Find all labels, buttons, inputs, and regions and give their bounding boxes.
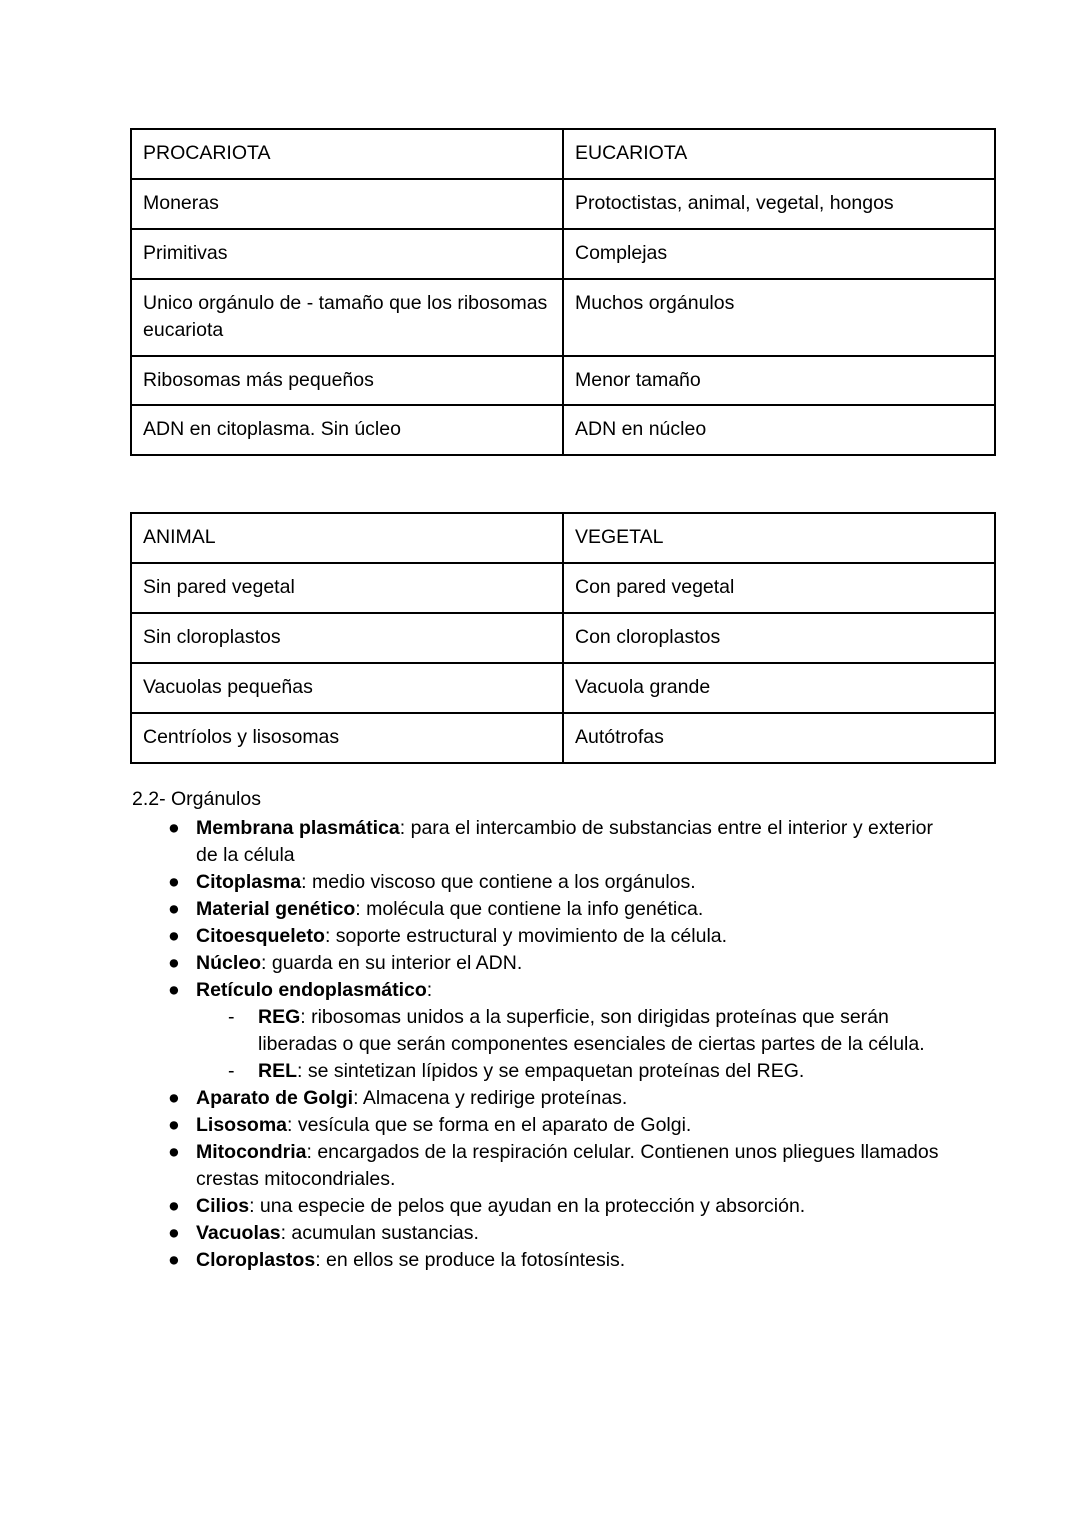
list-item-description: : molécula que contiene la info genética. — [355, 897, 704, 920]
bullet-icon: ● — [168, 978, 180, 1001]
list-item-description: : en ellos se produce la fotosíntesis. — [315, 1248, 626, 1271]
table-row — [131, 663, 995, 713]
list-item-text — [196, 815, 958, 869]
table-header-cell: ANIMAL — [131, 513, 563, 563]
table-cell: Protoctistas, animal, vegetal, hongos — [563, 179, 995, 229]
comparison-table-prokaryote-eukaryote — [130, 128, 996, 456]
list-item-term: Material genético — [196, 897, 356, 920]
table-cell: Complejas — [563, 229, 995, 279]
list-item-term: Cilios — [196, 1194, 250, 1217]
table-row — [131, 229, 995, 279]
sub-list-item — [196, 1058, 958, 1085]
table-cell: Ribosomas más pequeños — [131, 356, 563, 406]
bullet-icon: ● — [168, 897, 180, 920]
bullet-icon: ● — [168, 1221, 180, 1244]
table-row — [131, 713, 995, 763]
list-item — [130, 896, 958, 923]
bullet-icon: ● — [168, 1086, 180, 1109]
table-cell: Muchos orgánulos — [563, 279, 995, 356]
table-cell: Sin cloroplastos — [131, 613, 563, 663]
table-spacer — [130, 456, 958, 512]
table-header-cell: VEGETAL — [563, 513, 995, 563]
bullet-icon: ● — [168, 1194, 180, 1217]
table-cell: Menor tamaño — [563, 356, 995, 406]
table-row — [131, 179, 995, 229]
bullet-icon: ● — [168, 1248, 180, 1271]
bullet-icon: ● — [168, 951, 180, 974]
dash-icon: - — [228, 1059, 235, 1082]
table-row — [131, 356, 995, 406]
list-item-text — [196, 1247, 958, 1274]
bullet-icon: ● — [168, 924, 180, 947]
list-item-term: Retículo endoplasmático — [196, 978, 427, 1001]
list-item-term: Citoesqueleto — [196, 924, 325, 947]
list-item-text — [196, 869, 958, 896]
sub-list-item-text — [258, 1004, 958, 1058]
list-item-description: : Almacena y redirige proteínas. — [353, 1086, 628, 1109]
list-item — [130, 1247, 958, 1274]
list-item-text — [196, 1085, 958, 1112]
list-item-description: : medio viscoso que contiene a los orgánulos. — [301, 870, 696, 893]
table-cell: Vacuola grande — [563, 663, 995, 713]
bullet-icon: ● — [168, 1113, 180, 1136]
table-row — [131, 405, 995, 455]
list-item-description: : guarda en su interior el ADN. — [261, 951, 523, 974]
table-cell: Vacuolas pequeñas — [131, 663, 563, 713]
list-item-description: : — [426, 978, 433, 1001]
list-item-term: Lisosoma — [196, 1113, 288, 1136]
list-item-text — [196, 1139, 958, 1193]
list-item-description: : acumulan sustancias. — [280, 1221, 479, 1244]
list-item-term: Membrana plasmática — [196, 816, 400, 839]
sub-list-item-text — [258, 1058, 958, 1085]
table-header-row — [131, 513, 995, 563]
list-item-text — [196, 896, 958, 923]
table-header-cell: PROCARIOTA — [131, 129, 563, 179]
document-content — [130, 128, 958, 1274]
list-item — [130, 1193, 958, 1220]
organelles-list — [130, 815, 958, 1274]
table-header-cell: EUCARIOTA — [563, 129, 995, 179]
list-item-text — [196, 1220, 958, 1247]
list-item-term: Cloroplastos — [196, 1248, 316, 1271]
list-item-description: : encargados de la respiración celular. Contienen unos pliegues llamados crestas mitocondriales. — [196, 1140, 939, 1190]
list-item-text — [196, 1112, 958, 1139]
list-item — [130, 869, 958, 896]
list-item — [130, 977, 958, 1085]
bullet-icon: ● — [168, 1140, 180, 1163]
list-item — [130, 1112, 958, 1139]
table-body — [131, 513, 995, 763]
table-cell: ADN en núcleo — [563, 405, 995, 455]
sub-list-item-term: REG — [258, 1005, 301, 1028]
list-item-description: : vesícula que se forma en el aparato de Golgi. — [287, 1113, 692, 1136]
table-cell: Con cloroplastos — [563, 613, 995, 663]
table-cell: Sin pared vegetal — [131, 563, 563, 613]
list-item — [130, 1085, 958, 1112]
table-row — [131, 279, 995, 356]
dash-icon: - — [228, 1005, 235, 1028]
list-item-description: : soporte estructural y movimiento de la célula. — [324, 924, 728, 947]
reticulum-sublist — [196, 1004, 958, 1085]
list-item-text — [196, 977, 958, 1004]
table-cell: Centríolos y lisosomas — [131, 713, 563, 763]
list-item-description: : para el intercambio de substancias entre el interior y exterior de la célula — [196, 816, 934, 866]
table-cell: Con pared vegetal — [563, 563, 995, 613]
sub-list-item-description: : se sintetizan lípidos y se empaquetan proteínas del REG. — [297, 1059, 805, 1082]
list-item-term: Vacuolas — [196, 1221, 281, 1244]
table-cell: Primitivas — [131, 229, 563, 279]
section-heading: 2.2- Orgánulos — [132, 787, 261, 810]
table-body — [131, 129, 995, 455]
list-item-text — [196, 1193, 958, 1220]
list-item — [130, 1139, 958, 1193]
comparison-table-animal-plant — [130, 512, 996, 764]
sub-list-item-description: : ribosomas unidos a la superficie, son dirigidas proteínas que serán liberadas o que serán componentes esenciales de ciertas partes de la célula. — [258, 1005, 925, 1055]
table-row — [131, 613, 995, 663]
list-item — [130, 815, 958, 869]
list-item-description: : una especie de pelos que ayudan en la protección y absorción. — [249, 1194, 806, 1217]
list-item-term: Núcleo — [196, 951, 262, 974]
table-cell: ADN en citoplasma. Sin úcleo — [131, 405, 563, 455]
list-item — [130, 923, 958, 950]
list-item — [130, 950, 958, 977]
table-row — [131, 563, 995, 613]
bullet-icon: ● — [168, 870, 180, 893]
table-cell: Unico orgánulo de - tamaño que los ribosomas eucariota — [131, 279, 563, 356]
list-item-term: Mitocondria — [196, 1140, 307, 1163]
list-item-text — [196, 950, 958, 977]
section-spacer — [130, 764, 958, 786]
list-item — [130, 1220, 958, 1247]
list-item-text — [196, 923, 958, 950]
sub-list-item — [196, 1004, 958, 1058]
bullet-icon: ● — [168, 816, 180, 839]
list-item-term: Aparato de Golgi — [196, 1086, 354, 1109]
table-cell: Autótrofas — [563, 713, 995, 763]
sub-list-item-term: REL — [258, 1059, 297, 1082]
table-cell: Moneras — [131, 179, 563, 229]
table-header-row — [131, 129, 995, 179]
list-item-term: Citoplasma — [196, 870, 302, 893]
